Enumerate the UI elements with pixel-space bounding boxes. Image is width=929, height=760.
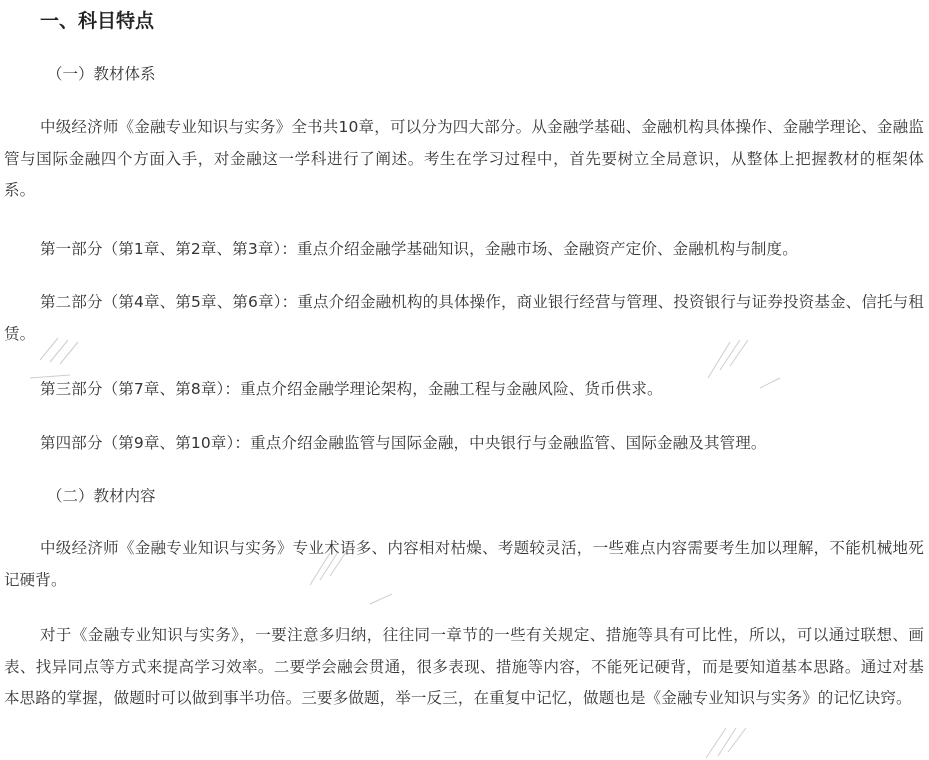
paragraph-part-one: 第一部分（第1章、第2章、第3章）：重点介绍金融学基础知识，金融市场、金融资产定价、金融机构与制度。 [40,240,798,258]
paragraph-overview: 中级经济师《金融专业知识与实务》全书共10章，可以分为四大部分。从金融学基础、金融机构具体操作、金融学理论、金融监管与国际金融四个方面入手，对金融这一学科进行了阐述。考生在学习过程中，首先要树立全局意识，从整体上把握教材的框架体系。 [4,118,924,199]
paragraph-part-four: 第四部分（第9章、第10章）：重点介绍金融监管与国际金融，中央银行与金融监管、国际金融及其管理。 [40,434,767,452]
paragraph-study-tips: 对于《金融专业知识与实务》，一要注意多归纳，往往同一章节的一些有关规定、措施等具有可比性，所以，可以通过联想、画表、找异同点等方式来提高学习效率。二要学会融会贯通，很多表现、措施等内容，不能死记硬背，而是要知道基本思路。通过对基本思路的掌握，做题时可以做到事半功倍。三要多做题，举一反三，在重复中记忆，做题也是《金融专业知识与实务》的记忆诀窍。 [4,626,924,707]
paragraph-part-two: 第二部分（第4章、第5章、第6章）：重点介绍金融机构的具体操作，商业银行经营与管理、投资银行与证券投资基金、信托与租赁。 [4,293,924,343]
subsection-title-textbook-content: （二）教材内容 [47,487,156,505]
subsection-title-textbook-system: （一）教材体系 [47,65,156,83]
paragraph-content-difficulty: 中级经济师《金融专业知识与实务》专业术语多、内容相对枯燥、考题较灵活，一些难点内容需要考生加以理解，不能机械地死记硬背。 [4,539,924,589]
section-heading: 一、科目特点 [40,10,155,32]
paragraph-part-three: 第三部分（第7章、第8章）：重点介绍金融学理论架构，金融工程与金融风险、货币供求。 [40,380,663,398]
